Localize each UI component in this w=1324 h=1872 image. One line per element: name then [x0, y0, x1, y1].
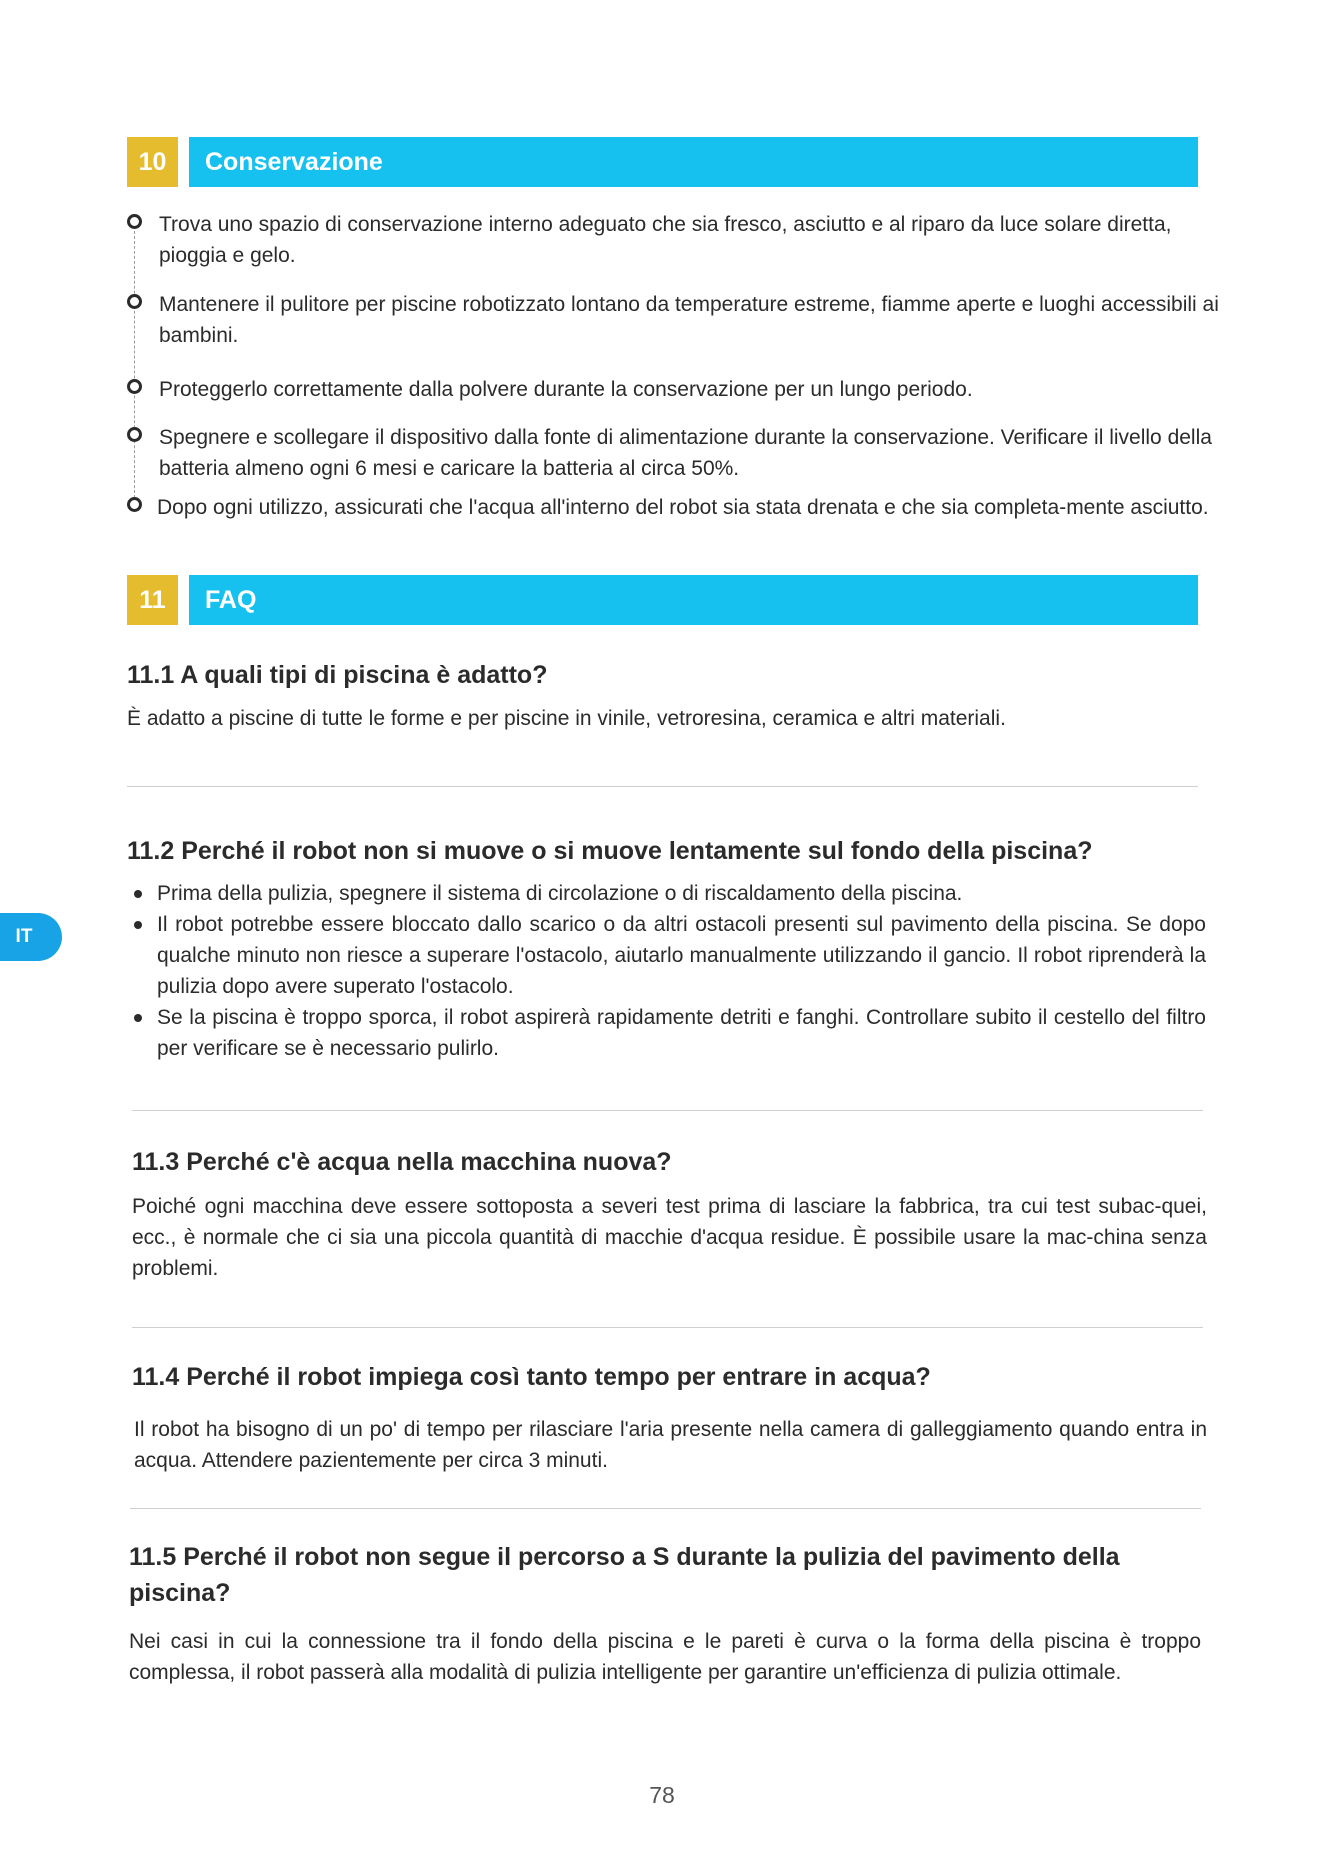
divider	[132, 1110, 1203, 1111]
page-number: 78	[649, 1782, 675, 1808]
faq-question: 11.3 Perché c'è acqua nella macchina nuova?	[132, 1148, 672, 1176]
timeline-dot-icon	[127, 214, 142, 229]
timeline-dot-icon	[127, 294, 142, 309]
faq-answer: È adatto a piscine di tutte le forme e per piscine in vinile, vetroresina, ceramica e altri materiali.	[127, 707, 1006, 730]
section-number: 11	[127, 575, 178, 625]
list-item	[131, 878, 1206, 909]
bullet-text: Se la piscina è troppo sporca, il robot aspirerà rapidamente detriti e fanghi. Controllare subito il cestello del filtro per verificare se è necessario pulirlo.	[157, 1006, 1206, 1060]
storage-item-text: Mantenere il pulitore per piscine robotizzato lontano da temperature estreme, fiamme aperte e luoghi accessibili ai bambini.	[159, 293, 1219, 347]
faq-answer: Poiché ogni macchina deve essere sottoposta a severi test prima di lasciare la fabbrica, tra cui test subac-quei, ecc., è normale che ci sia una piccola quantità di macchie d'acqua residue. È possibile usare la mac-china senza problemi.	[132, 1195, 1207, 1280]
section-header-faq	[127, 575, 1198, 625]
section-number: 10	[127, 137, 178, 187]
storage-item-text: Proteggerlo correttamente dalla polvere durante la conservazione per un lungo periodo.	[159, 378, 973, 401]
bullet-text: Prima della pulizia, spegnere il sistema di circolazione o di riscaldamento della piscina.	[157, 882, 963, 905]
bullet-icon	[134, 890, 142, 898]
faq-answer: Nei casi in cui la connessione tra il fondo della piscina e le pareti è curva o la forma della piscina è troppo complessa, il robot passerà alla modalità di pulizia intelligente per garantire un'efficienza di pulizia ottimale.	[129, 1630, 1201, 1684]
timeline-dot-icon	[127, 427, 142, 442]
faq-question: 11.4 Perché il robot impiega così tanto tempo per entrare in acqua?	[132, 1363, 931, 1391]
section-header-conservazione	[127, 137, 1198, 187]
divider	[130, 1508, 1201, 1509]
faq-bullet-list	[131, 878, 1206, 1064]
divider	[127, 786, 1198, 787]
faq-answer: Il robot ha bisogno di un po' di tempo per rilasciare l'aria presente nella camera di galleggiamento quando entra in acqua. Attendere pazientemente per circa 3 minuti.	[134, 1418, 1207, 1472]
section-title: Conservazione	[189, 137, 1198, 187]
list-item	[131, 909, 1206, 1002]
storage-item-text: Spegnere e scollegare il dispositivo dalla fonte di alimentazione durante la conservazione. Verificare il livello della batteria almeno ogni 6 mesi e caricare la batteria al circa 50%.	[159, 426, 1212, 480]
storage-item-text: Dopo ogni utilizzo, assicurati che l'acqua all'interno del robot sia stata drenata e che sia completa-mente asciutto.	[157, 496, 1209, 519]
divider	[132, 1327, 1203, 1328]
bullet-icon	[134, 1014, 142, 1022]
timeline-dot-icon	[127, 379, 142, 394]
faq-question: 11.5 Perché il robot non segue il percorso a S durante la pulizia del pavimento della piscina?	[129, 1543, 1120, 1607]
faq-question: 11.2 Perché il robot non si muove o si muove lentamente sul fondo della piscina?	[127, 837, 1093, 865]
faq-question: 11.1 A quali tipi di piscina è adatto?	[127, 661, 548, 689]
timeline-dot-icon	[127, 497, 142, 512]
bullet-icon	[134, 921, 142, 929]
timeline-line	[134, 226, 135, 508]
list-item	[131, 1002, 1206, 1064]
section-title: FAQ	[189, 575, 1198, 625]
language-tab: IT	[0, 913, 62, 961]
storage-item-text: Trova uno spazio di conservazione interno adeguato che sia fresco, asciutto e al riparo da luce solare diretta, pioggia e gelo.	[159, 213, 1172, 267]
bullet-text: Il robot potrebbe essere bloccato dallo scarico o da altri ostacoli presenti sul pavimento della piscina. Se dopo qualche minuto non riesce a superare l'ostacolo, aiutarlo manualmente utilizzando il gancio. Il robot riprenderà la pulizia dopo avere superato l'ostacolo.	[157, 913, 1206, 998]
